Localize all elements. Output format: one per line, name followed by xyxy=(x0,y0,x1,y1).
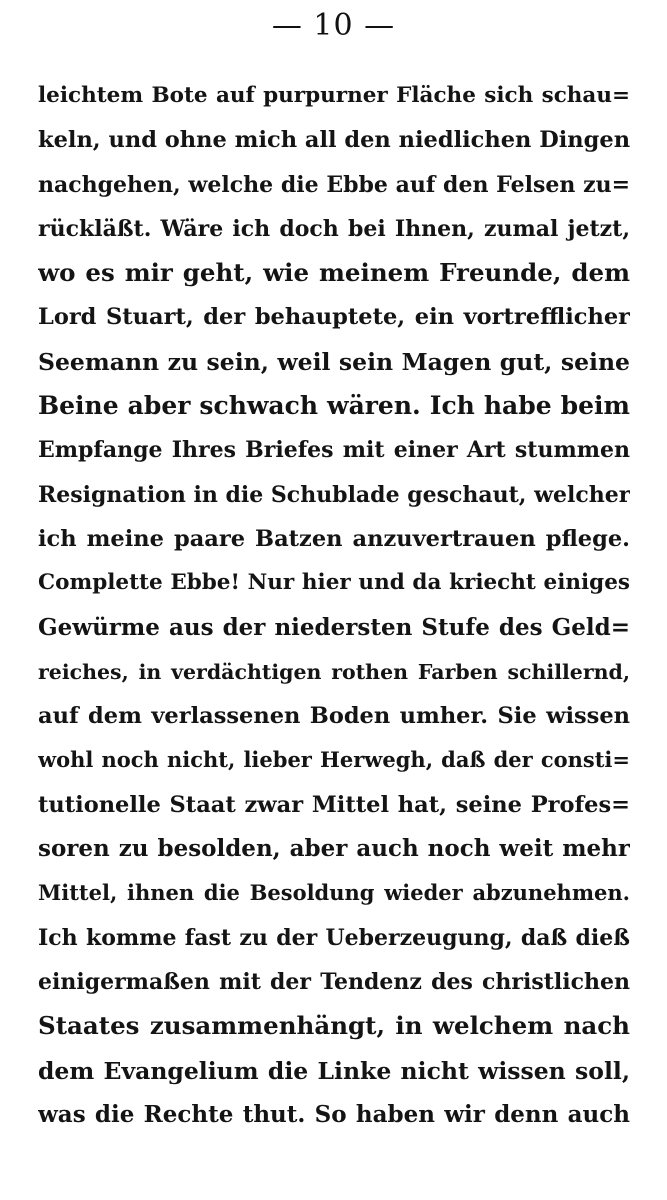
text-line: wo es mir geht, wie meinem Freunde, dem xyxy=(38,258,630,288)
text-line: wohl noch nicht, lieber Herwegh, daß der consti= xyxy=(38,747,630,773)
text-line: reiches, in verdächtigen rothen Farben schillernd, xyxy=(38,659,630,684)
page-number: — 10 — xyxy=(271,8,396,43)
text-line: Resignation in die Schublade geschaut, welcher xyxy=(38,481,630,508)
text-line: keln, und ohne mich all den niedlichen Dingen xyxy=(38,127,630,154)
text-line: Beine aber schwach wären. Ich habe beim xyxy=(38,391,630,421)
text-line: was die Rechte thut. So haben wir denn auch xyxy=(38,1100,630,1128)
text-line: einigermaßen mit der Tendenz des christlichen xyxy=(38,968,630,995)
text-line: ich meine paare Batzen anzuvertrauen pflege. xyxy=(38,525,630,552)
text-line: Seemann zu sein, weil sein Magen gut, seine xyxy=(38,347,630,376)
text-line: auf dem verlassenen Boden umher. Sie wissen xyxy=(38,703,630,730)
text-line: rückläßt. Wäre ich doch bei Ihnen, zumal jetzt, xyxy=(38,215,630,242)
text-line: Gewürme aus der niedersten Stufe des Geld= xyxy=(38,613,630,641)
text-line: Lord Stuart, der behauptete, ein vortrefflicher xyxy=(38,304,630,331)
text-line: Ich komme fast zu der Ueberzeugung, daß dieß xyxy=(38,924,630,951)
text-line: Empfange Ihres Briefes mit einer Art stummen xyxy=(38,437,630,464)
text-line: Staates zusammenhängt, in welchem nach xyxy=(38,1011,630,1041)
text-line: Complette Ebbe! Nur hier und da kriecht einiges xyxy=(38,570,630,596)
text-line: tutionelle Staat zwar Mittel hat, seine Profes= xyxy=(38,791,630,818)
text-line: leichtem Bote auf purpurner Fläche sich schau= xyxy=(38,83,630,108)
text-line: Mittel, ihnen die Besoldung wieder abzunehmen. xyxy=(38,880,630,906)
text-line: soren zu besolden, aber auch noch weit mehr xyxy=(38,835,630,863)
text-line: dem Evangelium die Linke nicht wissen soll, xyxy=(38,1056,630,1085)
body-text xyxy=(38,74,630,1137)
text-line: nachgehen, welche die Ebbe auf den Felsen zu= xyxy=(38,171,630,198)
